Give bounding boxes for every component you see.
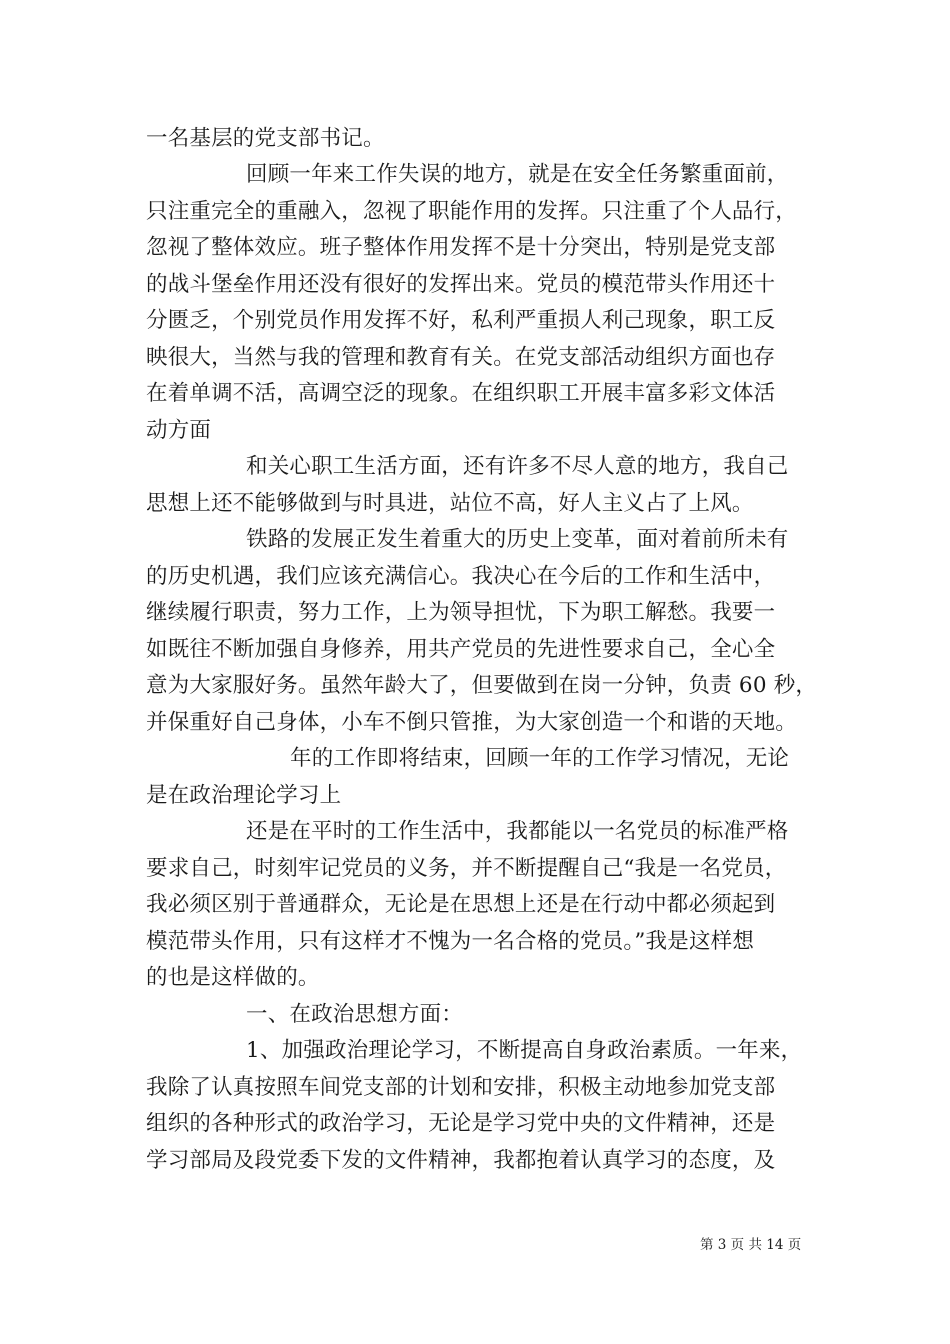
text-line: 和关心职工生活方面，还有许多不尽人意的地方，我自己 <box>246 454 789 479</box>
text-line: 一名基层的党支部书记。 <box>146 126 385 151</box>
text-line: 我必须区别于普通群众，无论是在思想上还是在行动中都必须起到 <box>146 892 776 917</box>
text-line: 回顾一年来工作失误的地方，就是在安全任务繁重面前， <box>246 162 789 187</box>
text-line: 我除了认真按照车间党支部的计划和安排，积极主动地参加党支部 <box>146 1075 776 1100</box>
text-line: 模范带头作用，只有这样才不愧为一名合格的党员。”我是这样想 <box>146 929 755 954</box>
text-line: 并保重好自己身体，小车不倒只管推，为大家创造一个和谐的天地。 <box>146 710 798 735</box>
text-line: 映很大，当然与我的管理和教育有关。在党支部活动组织方面也存 <box>146 345 776 370</box>
page-number-footer: 第 3 页 共 14 页 <box>700 1237 802 1253</box>
text-line: 思想上还不能够做到与时具进，站位不高，好人主义占了上风。 <box>146 491 754 516</box>
text-line: 只注重完全的重融入，忽视了职能作用的发挥。只注重了个人品行， <box>146 199 798 224</box>
text-line: 的也是这样做的。 <box>146 965 320 990</box>
text-line: 还是在平时的工作生活中，我都能以一名党员的标准严格 <box>246 819 789 844</box>
section-heading: 一、在政治思想方面： <box>246 1002 464 1027</box>
text-line: 忽视了整体效应。班子整体作用发挥不是十分突出，特别是党支部 <box>146 235 776 260</box>
text-line: 学习部局及段党委下发的文件精神，我都抱着认真学习的态度，及 <box>146 1148 776 1173</box>
text-line: 的历史机遇，我们应该充满信心。我决心在今后的工作和生活中， <box>146 564 776 589</box>
text-line: 组织的各种形式的政治学习，无论是学习党中央的文件精神，还是 <box>146 1111 776 1136</box>
text-line: 意为大家服好务。虽然年龄大了，但要做到在岗一分钟，负责 60 秒， <box>146 673 818 698</box>
text-line: 1、加强政治理论学习，不断提高自身政治素质。一年来， <box>246 1038 803 1063</box>
text-line: 如既往不断加强自身修养，用共产党员的先进性要求自己，全心全 <box>146 637 776 662</box>
text-line: 动方面 <box>146 418 212 443</box>
text-line: 的战斗堡垒作用还没有很好的发挥出来。党员的模范带头作用还十 <box>146 272 776 297</box>
text-line: 继续履行职责，努力工作，上为领导担忧，下为职工解愁。我要一 <box>146 600 776 625</box>
text-line: 年的工作即将结束，回顾一年的工作学习情况，无论 <box>290 746 790 771</box>
text-line: 分匮乏，个别党员作用发挥不好，私利严重损人利己现象，职工反 <box>146 308 776 333</box>
text-line: 是在政治理论学习上 <box>146 783 342 808</box>
text-line: 在着单调不活，高调空泛的现象。在组织职工开展丰富多彩文体活 <box>146 381 776 406</box>
text-line: 铁路的发展正发生着重大的历史上变革，面对着前所未有 <box>246 527 789 552</box>
text-line: 要求自己，时刻牢记党员的义务，并不断提醒自己“我是一名党员， <box>146 856 787 881</box>
